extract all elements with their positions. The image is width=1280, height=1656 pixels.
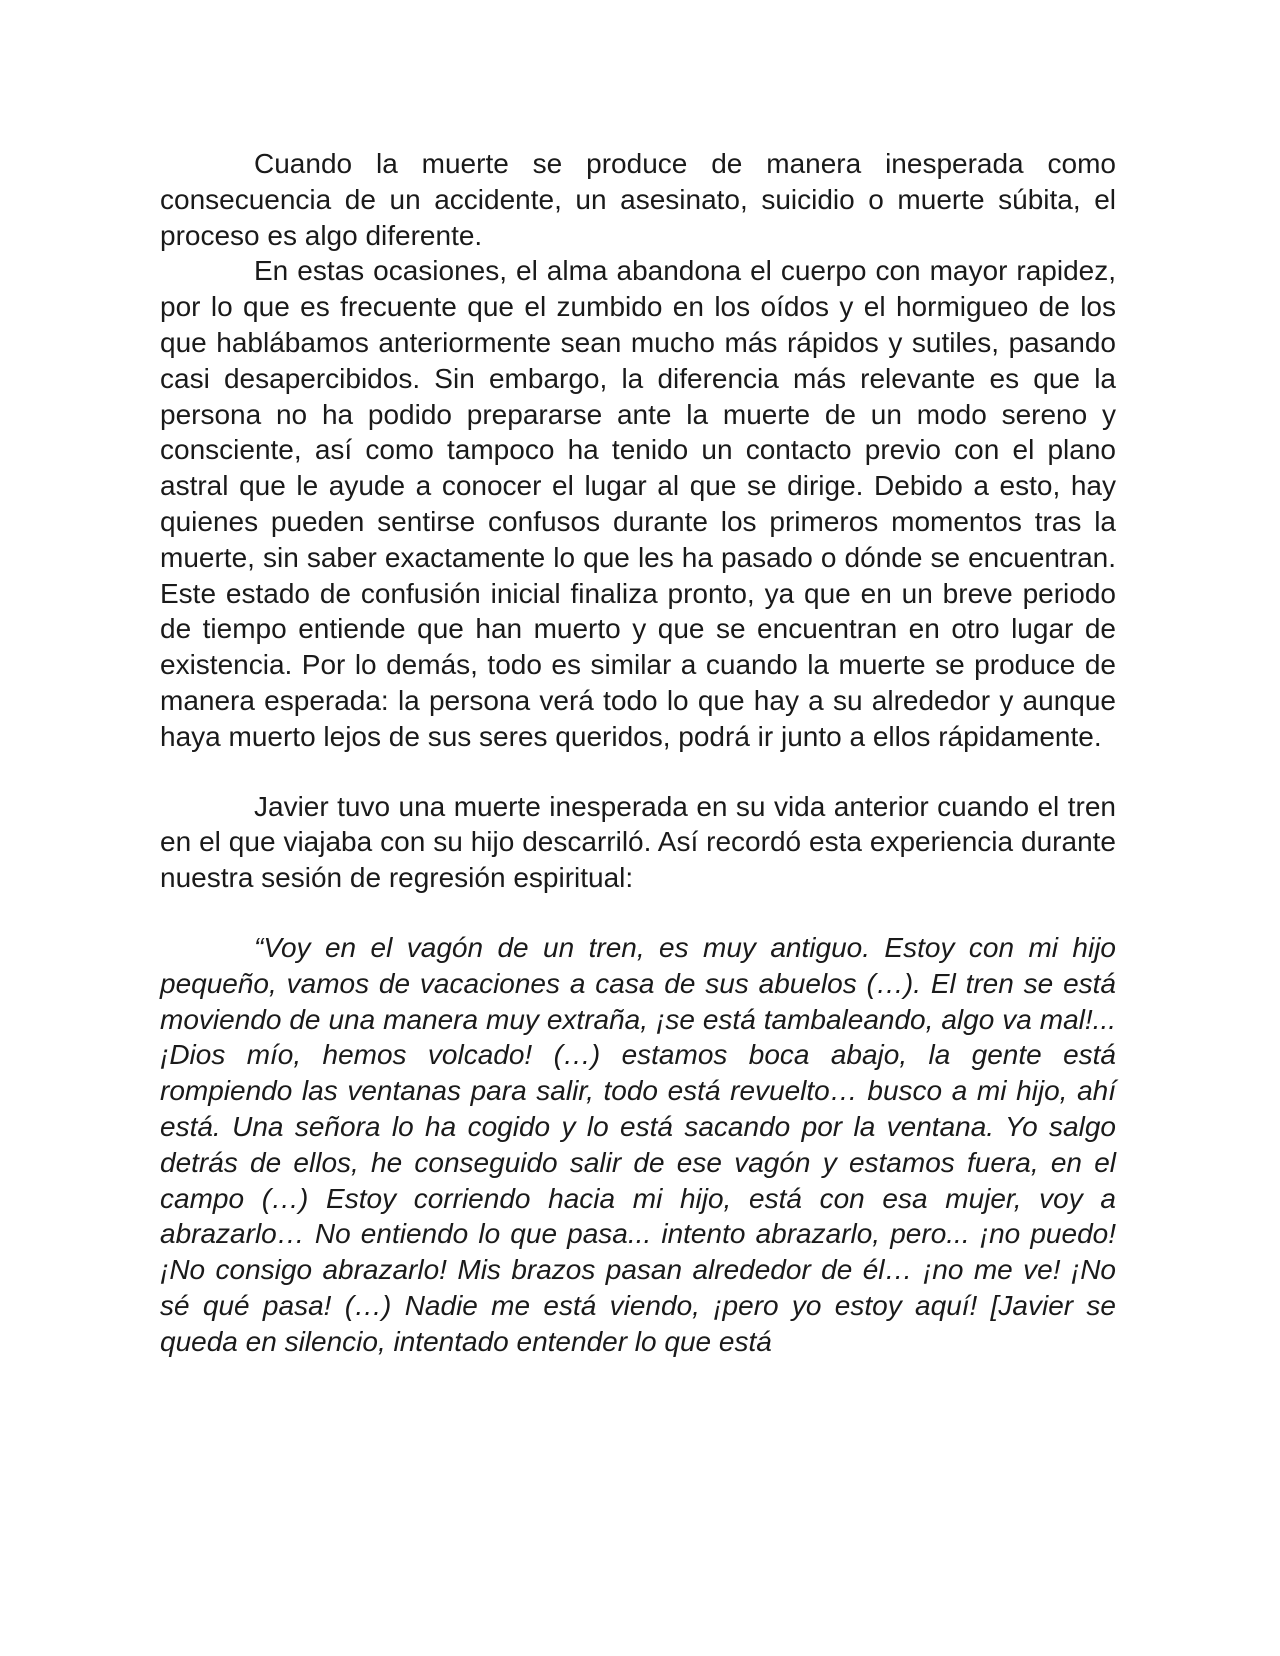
quote-paragraph: “Voy en el vagón de un tren, es muy antiguo. Estoy con mi hijo pequeño, vamos de vacaciones a casa de sus abuelos (…). El tren se está moviendo de una manera muy extraña, ¡se está tambaleando, algo va mal!... ¡Dios mío, hemos volcado! (…) estamos boca abajo, la gente está rompiendo las ventanas para salir, todo está revuelto… busco a mi hijo, ahí está. Una señora lo ha cogido y lo está sacando por la ventana. Yo salgo detrás de ellos, he conseguido salir de ese vagón y estamos fuera, en el campo (…) Estoy corriendo hacia mi hijo, está con esa mujer, voy a abrazarlo… No entiendo lo que pasa... intento abrazarlo, pero... ¡no puedo! ¡No consigo abrazarlo! Mis brazos pasan alrededor de él… ¡no me ve! ¡No sé qué pasa! (…) Nadie me está viendo, ¡pero yo estoy aquí! [Javier se queda en silencio, intentado entender lo que está xyxy=(160,931,1116,1357)
paragraph-2: En estas ocasiones, el alma abandona el cuerpo con mayor rapidez, por lo que es frecuente que el zumbido en los oídos y el hormigueo de los que hablábamos anteriormente sean mucho más rápidos y sutiles, pasando casi desapercibidos. Sin embargo, la diferencia más relevante es que la persona no ha podido prepararse ante la muerte de un modo sereno y consciente, así como tampoco ha tenido un contacto previo con el plano astral que le ayude a conocer el lugar al que se dirige. Debido a esto, hay quienes pueden sentirse confusos durante los primeros momentos tras la muerte, sin saber exactamente lo que les ha pasado o dónde se encuentran. Este estado de confusión inicial finaliza pronto, ya que en un breve periodo de tiempo entiende que han muerto y que se encuentran en otro lugar de existencia. Por lo demás, todo es similar a cuando la muerte se produce de manera esperada: la persona verá todo lo que hay a su alrededor y aunque haya muerto lejos de sus seres queridos, podrá ir junto a ellos rápidamente. xyxy=(160,255,1116,752)
paragraph-1: Cuando la muerte se produce de manera inesperada como consecuencia de un accidente, un asesinato, suicidio o muerte súbita, el proceso es algo diferente. xyxy=(160,148,1116,251)
document-page xyxy=(160,146,1116,1360)
paragraph-3: Javier tuvo una muerte inesperada en su vida anterior cuando el tren en el que viajaba con su hijo descarriló. Así recordó esta experiencia durante nuestra sesión de regresión espiritual: xyxy=(160,790,1116,894)
